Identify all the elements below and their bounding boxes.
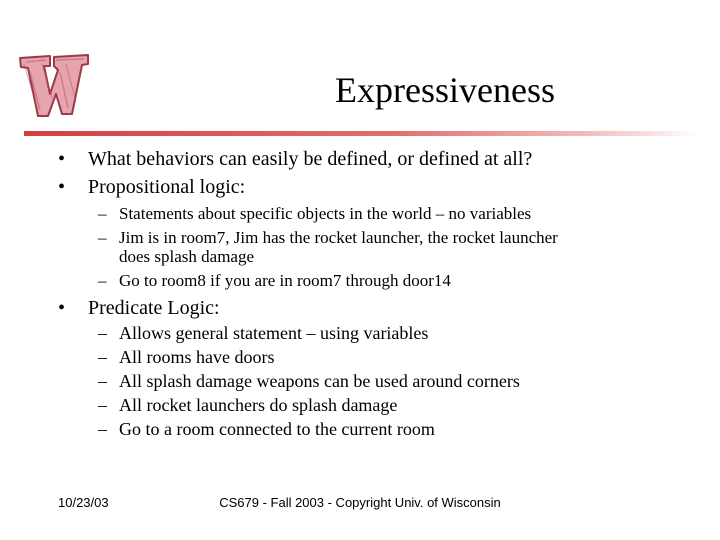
sub-bullet-marker: – <box>98 204 107 223</box>
sub-bullet-text: Go to room8 if you are in room7 through door14 <box>119 271 451 290</box>
sub-bullet-marker: – <box>98 395 107 415</box>
sub-bullet-text: All rocket launchers do splash damage <box>119 395 398 415</box>
sub-bullet-marker: – <box>98 228 107 247</box>
sub-bullet-marker: – <box>98 419 107 439</box>
bullet-text: What behaviors can easily be defined, or defined at all? <box>88 148 533 170</box>
bullet-marker: • <box>58 148 66 170</box>
sub-bullet-text: All splash damage weapons can be used around corners <box>119 371 520 391</box>
sub-bullet-marker: – <box>98 347 107 367</box>
sub-bullet-text: Jim is in room7, Jim has the rocket launcher, the rocket launcher <box>119 228 558 247</box>
bullet-text: Predicate Logic: <box>88 297 220 319</box>
sub-bullet-marker: – <box>98 271 107 290</box>
title-divider <box>24 131 700 136</box>
sub-bullet-marker: – <box>98 323 107 343</box>
sub-bullet-marker: – <box>98 371 107 391</box>
bullet-marker: • <box>58 176 66 198</box>
sub-bullet-continuation: does splash damage <box>119 247 255 266</box>
bullet-text: Propositional logic: <box>88 176 246 198</box>
slide-title: Expressiveness <box>335 70 555 110</box>
sub-bullet-text: Statements about specific objects in the world – no variables <box>119 204 532 223</box>
bullet-marker: • <box>58 297 66 319</box>
sub-bullet-text: Go to a room connected to the current room <box>119 419 435 439</box>
footer-date: 10/23/03 <box>58 495 109 510</box>
footer-copyright: CS679 - Fall 2003 - Copyright Univ. of Wisconsin <box>219 495 501 510</box>
sub-bullet-text: Allows general statement – using variables <box>119 323 429 343</box>
sub-bullet-text: All rooms have doors <box>119 347 275 367</box>
wisconsin-w-logo-icon <box>16 44 98 126</box>
